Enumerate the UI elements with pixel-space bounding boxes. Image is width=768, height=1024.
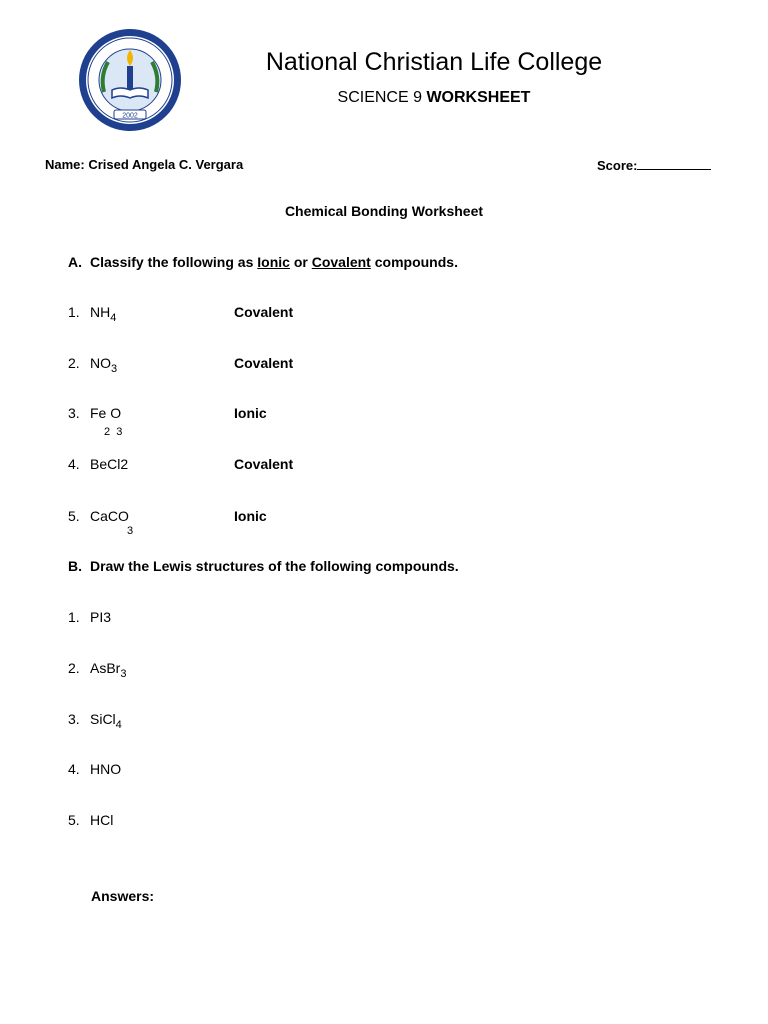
answer: Ionic (234, 508, 267, 524)
formula: HCl (90, 812, 114, 828)
list-item (68, 355, 117, 375)
list-item (68, 609, 111, 625)
worksheet-subtitle (0, 89, 768, 107)
formula: Fe O (90, 405, 122, 421)
section-a-text-3: compounds. (370, 254, 458, 270)
answer: Covalent (234, 456, 294, 472)
list-item (68, 456, 128, 472)
item-number: 3. (68, 405, 80, 421)
list-item (68, 304, 116, 324)
item-number: 1. (68, 304, 80, 320)
section-a-text-2: or (289, 254, 312, 270)
subtitle-bold: WORKSHEET (426, 89, 531, 106)
section-a-letter: A. (68, 254, 82, 270)
ionic-word: Ionic (257, 254, 290, 270)
list-item (68, 405, 121, 421)
item-number: 5. (68, 812, 80, 828)
score-blank (637, 157, 711, 170)
student-name: Name: Crised Angela C. Vergara (45, 157, 244, 172)
formula: SiCl (90, 711, 116, 727)
item-number: 4. (68, 456, 80, 472)
formula-subscript: 3 (127, 525, 134, 537)
formula: PI3 (90, 609, 112, 625)
formula: BeCl2 (90, 456, 129, 472)
school-name: National Christian Life College (265, 48, 603, 76)
answer: Covalent (234, 355, 294, 371)
list-item (68, 812, 113, 828)
formula: CaCO (90, 508, 129, 524)
section-a-text-1: Classify the following as (90, 254, 258, 270)
formula: NO (90, 355, 111, 371)
formula-subscript: 4 (110, 312, 117, 324)
formula: HNO (90, 761, 122, 777)
formula-subscript: 3 (120, 668, 127, 680)
item-number: 1. (68, 609, 80, 625)
item-number: 2. (68, 355, 80, 371)
list-item (68, 711, 122, 731)
answer: Covalent (234, 304, 294, 320)
formula: NH (90, 304, 111, 320)
formula-subscript: 4 (115, 719, 122, 731)
item-number: 2. (68, 660, 80, 676)
section-a-instruction (68, 254, 458, 270)
section-b-text: Draw the Lewis structures of the following compounds. (90, 558, 459, 574)
score-field (597, 157, 711, 173)
section-b-instruction (68, 558, 459, 574)
worksheet-title: Chemical Bonding Worksheet (284, 203, 484, 219)
covalent-word: Covalent (311, 254, 371, 270)
formula-subscript: 3 (111, 363, 118, 375)
school-seal-icon (78, 28, 182, 132)
answers-label: Answers: (91, 888, 155, 904)
item-number: 3. (68, 711, 80, 727)
item-number: 4. (68, 761, 80, 777)
subtitle-regular: SCIENCE 9 (337, 89, 427, 106)
formula-subscript: 2 3 (104, 426, 123, 438)
item-number: 5. (68, 508, 80, 524)
score-label: Score: (597, 158, 638, 173)
formula: AsBr (90, 660, 121, 676)
list-item (68, 508, 129, 524)
list-item (68, 761, 121, 777)
seal-year: 2002 (122, 112, 138, 120)
section-b-letter: B. (68, 558, 82, 574)
answer: Ionic (234, 405, 267, 421)
list-item (68, 660, 126, 680)
